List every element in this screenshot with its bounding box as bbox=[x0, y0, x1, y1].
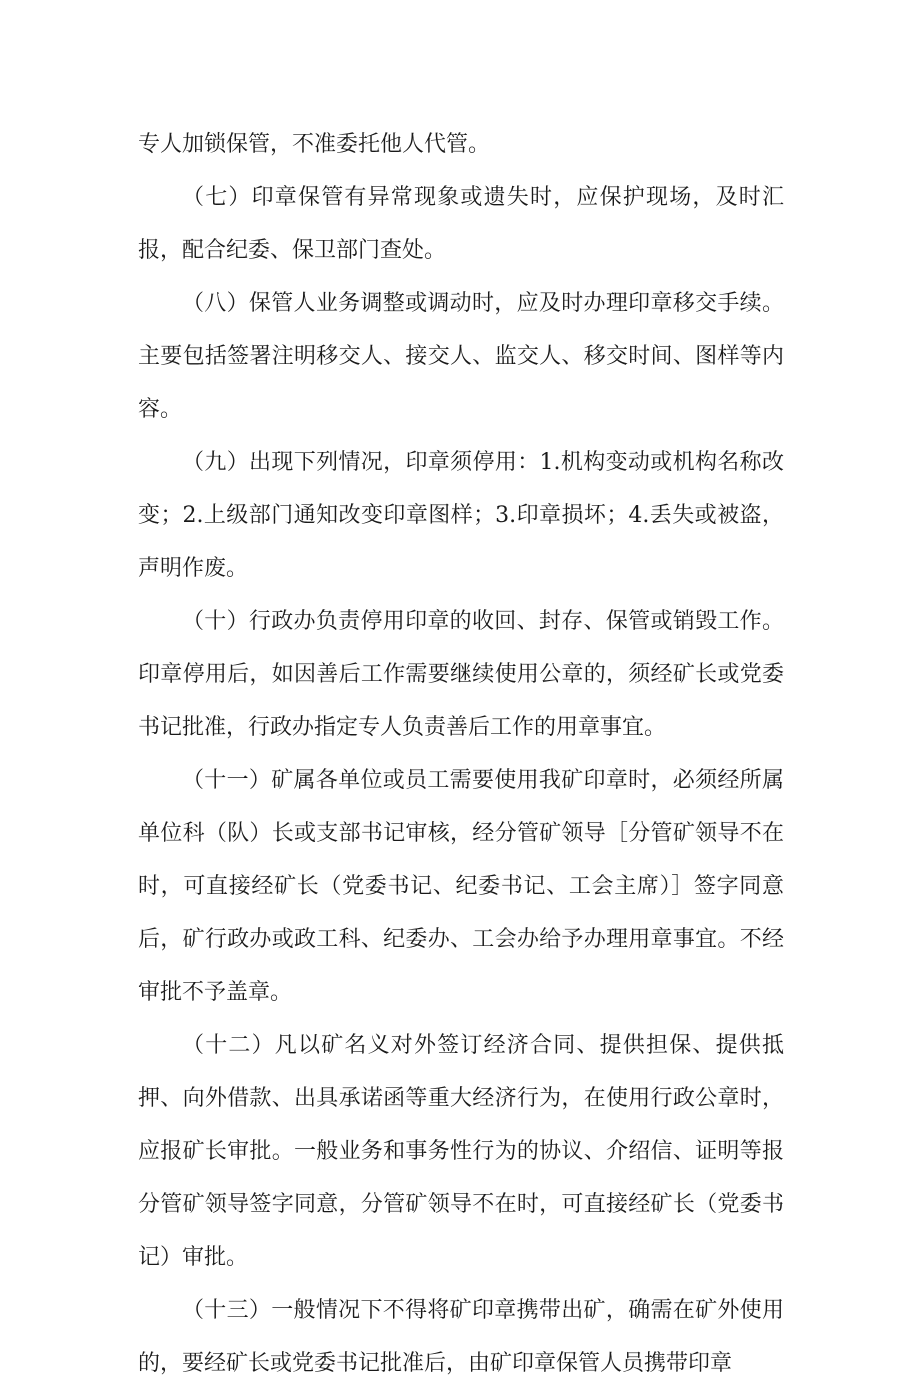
paragraph-item-8: （八）保管人业务调整或调动时，应及时办理印章移交手续。主要包括签署注明移交人、接交人、监交人、移交时间、图样等内容。 bbox=[138, 291, 784, 422]
paragraph-item-12: （十二）凡以矿名义对外签订经济合同、提供担保、提供抵押、向外借款、出具承诺函等重大经济行为，在使用行政公章时，应报矿长审批。一般业务和事务性行为的协议、介绍信、证明等报分管矿领导签字同意，分管矿领导不在时，可直接经矿长（党委书记）审批。 bbox=[138, 1033, 784, 1270]
paragraph-item-9: （九）出现下列情况，印章须停用：1.机构变动或机构名称改变；2.上级部门通知改变印章图样；3.印章损坏；4.丢失或被盗，声明作废。 bbox=[138, 450, 784, 581]
paragraph-item-7: （七）印章保管有异常现象或遗失时，应保护现场，及时汇报，配合纪委、保卫部门查处。 bbox=[138, 185, 784, 263]
paragraph-item-11: （十一）矿属各单位或员工需要使用我矿印章时，必须经所属单位科（队）长或支部书记审核，经分管矿领导［分管矿领导不在时，可直接经矿长（党委书记、纪委书记、工会主席）］签字同意后，矿行政办或政工科、纪委办、工会办给予办理用章事宜。不经审批不予盖章。 bbox=[138, 768, 784, 1005]
paragraph-continuation: 专人加锁保管，不准委托他人代管。 bbox=[138, 132, 491, 157]
document-body bbox=[138, 118, 784, 1390]
paragraph-item-13: （十三）一般情况下不得将矿印章携带出矿，确需在矿外使用的，要经矿长或党委书记批准后，由矿印章保管人员携带印章 bbox=[138, 1298, 784, 1376]
paragraph-item-10: （十）行政办负责停用印章的收回、封存、保管或销毁工作。印章停用后，如因善后工作需要继续使用公章的，须经矿长或党委书记批准，行政办指定专人负责善后工作的用章事宜。 bbox=[138, 609, 784, 740]
